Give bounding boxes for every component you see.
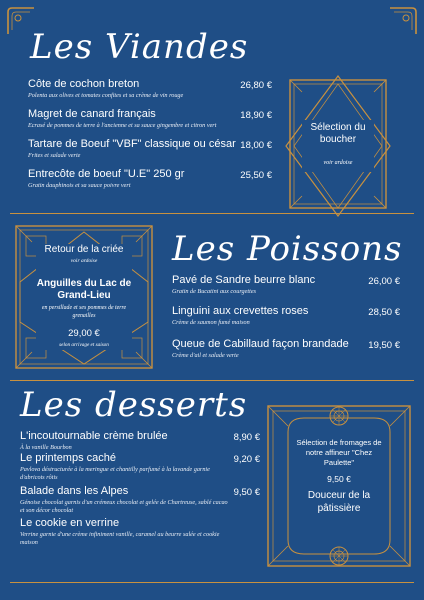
box-title: Sélection du boucher (310, 122, 366, 145)
item-name: Pavé de Sandre beurre blanc (172, 274, 316, 286)
menu-item (20, 430, 220, 452)
fromages-patissiere-box (264, 402, 414, 570)
item-desc: Ecrasé de pommes de terre à l'ancienne et sa sauce gingembre et citron vert (28, 122, 217, 129)
item-price: 18,00 € (240, 140, 272, 151)
item-name: Le cookie en verrine (20, 517, 120, 529)
item-name: Balade dans les Alpes (20, 485, 129, 497)
menu-item (20, 517, 230, 547)
item-price: 28,50 € (368, 307, 400, 318)
section-divider (10, 582, 414, 583)
section-title-viandes: Les Viandes (30, 27, 249, 67)
box-title: Sélection de fromages de notre affineur "Chez Paulette" (296, 438, 382, 467)
menu-item (28, 138, 236, 160)
item-desc: Crème d'ail et salade verte (172, 352, 239, 359)
menu-item (20, 485, 230, 515)
item-price: 26,80 € (240, 80, 272, 91)
item-desc: Pavlova déstructurée à la meringue et chantilly parfumé à la lavande garnie d'abricots rôtis (20, 466, 210, 481)
item-price: 9,20 € (233, 454, 260, 465)
section-divider (10, 213, 414, 214)
box-note: selon arrivage et saison (59, 342, 109, 348)
menu-item (20, 452, 230, 482)
item-name: Côte de cochon breton (28, 78, 140, 90)
corner-ornament-top-right-icon (388, 6, 418, 36)
item-price: 9,50 € (233, 487, 260, 498)
box-subtitle: voir ardoise (323, 160, 353, 166)
item-name: Magret de canard français (28, 108, 156, 120)
item-desc: Gratin de Bucatini aux courgettes (172, 288, 256, 295)
item-desc: Crème de saumon fumé maison (172, 319, 250, 326)
box-price: 9,50 € (327, 474, 351, 484)
box-subtitle: voir ardoise (70, 258, 98, 264)
section-divider (10, 380, 414, 381)
item-price: 19,50 € (368, 340, 400, 351)
item-name: Queue de Cabillaud façon brandade (172, 338, 349, 350)
menu-item (28, 168, 228, 190)
item-desc: À la vanille Bourbon (20, 444, 72, 451)
menu-item (28, 78, 228, 100)
item-name: Le printemps caché (20, 452, 116, 464)
menu-item (172, 305, 352, 327)
item-desc: Frites et salade verte (28, 152, 81, 159)
menu-item (172, 274, 352, 296)
item-desc: Gratin dauphinois et sa sauce poivre vert (28, 182, 131, 189)
item-price: 25,50 € (240, 170, 272, 181)
item-name: Tartare de Boeuf "VBF" classique ou césar (28, 138, 236, 150)
item-price: 8,90 € (233, 432, 260, 443)
box-title: Retour de la criée (44, 244, 124, 255)
box-subtitle: Douceur de la pâtissière (307, 490, 371, 514)
item-price: 18,90 € (240, 110, 272, 121)
item-desc: Génoise chocolat garnis d'un crémeux chocolat et gelée de Chartreuse, sablé cacao et son décor chocolat (20, 499, 228, 514)
item-name: Linguini aux crevettes roses (172, 305, 309, 317)
section-title-desserts: Les desserts (20, 385, 248, 425)
art-deco-frame-icon (264, 402, 414, 570)
retour-criee-box (12, 222, 156, 372)
selection-boucher-box (282, 74, 394, 218)
item-desc: Polenta aux olives et tomates confites et sa crème de vin rouge (28, 92, 184, 99)
art-deco-frame-icon (282, 74, 394, 218)
menu-item (172, 338, 352, 360)
section-title-poissons: Les Poissons (172, 229, 403, 269)
item-desc: Verrine garnie d'une crème infiniment vanille, caramel au beurre salée et cookie maison (20, 531, 220, 546)
box-price: 29,00 € (68, 328, 100, 339)
item-name: Entrecôte de boeuf "U.E" 250 gr (28, 168, 185, 180)
box-item-desc: en persillade et ses pommes de terre grenailles (41, 305, 127, 319)
box-item-name: Anguilles du Lac de Grand-Lieu (36, 278, 132, 301)
item-name: L'incoutournable crème brulée (20, 430, 168, 442)
item-price: 26,00 € (368, 276, 400, 287)
